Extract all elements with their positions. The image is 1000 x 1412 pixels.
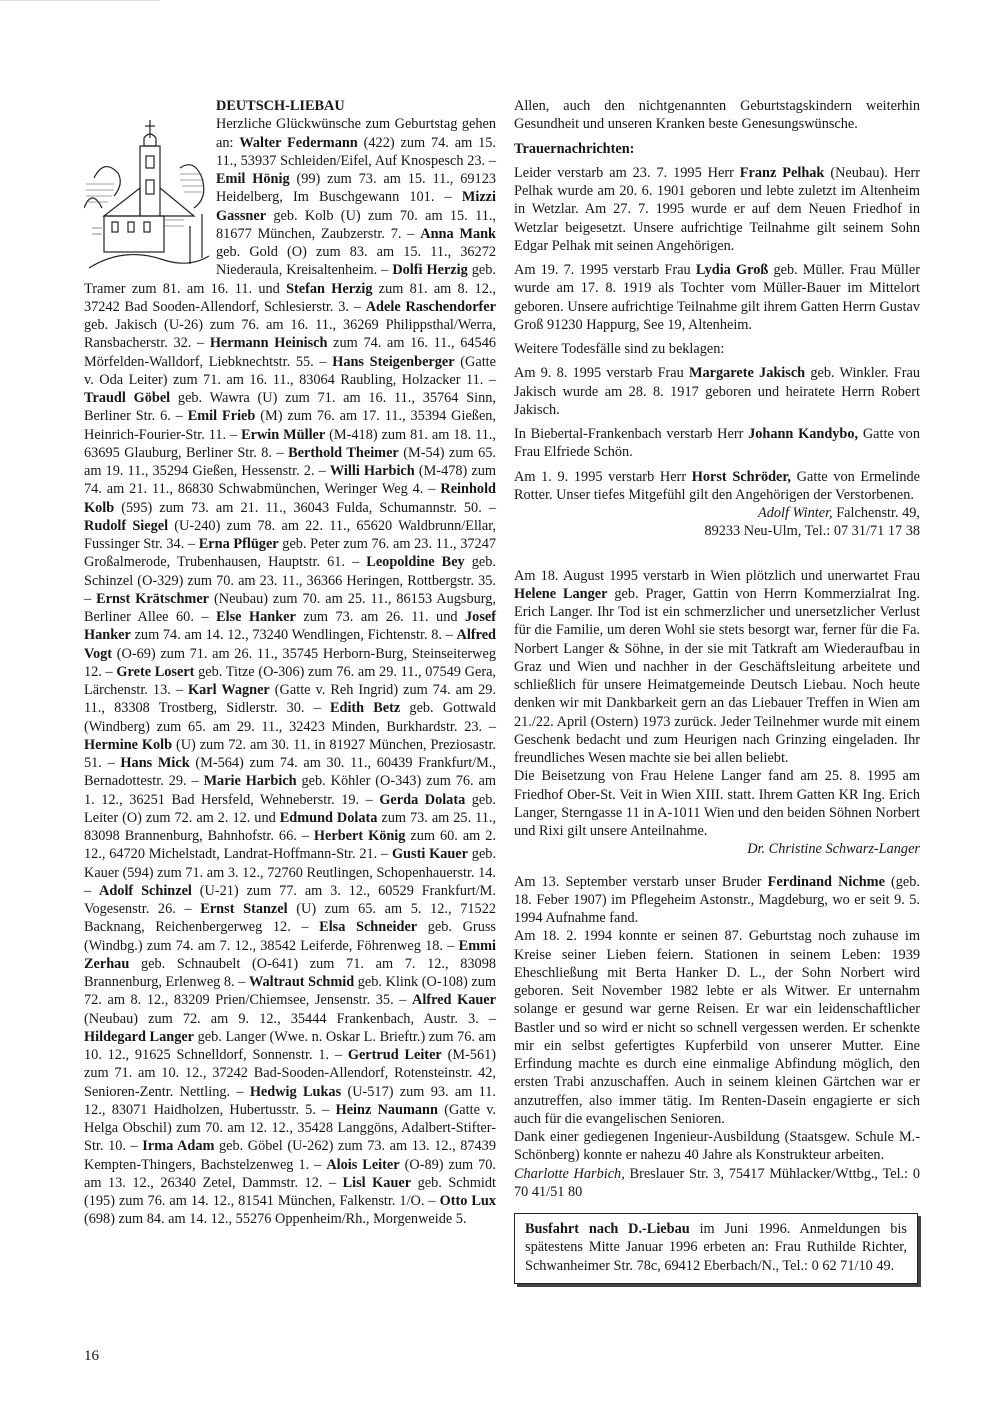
- person-name: Josef Hanker: [84, 609, 496, 644]
- text-segment: (M-478) zum 74. am 21. 11., 86830 Schwabmünchen, Weringer Weg 4. –: [84, 463, 496, 498]
- text-segment: geb. Langer (Wwe. n. Oskar L. Brieftr.) zum 76. am 10. 12., 91625 Schnelldorf, Sonnenstr. 1. –: [84, 1028, 496, 1063]
- person-name: Dolfi Herzig: [392, 262, 468, 279]
- person-name: Lisl Kauer: [342, 1174, 412, 1191]
- person-name: Margarete Jakisch: [689, 365, 806, 382]
- person-name: Hans Mick: [120, 755, 190, 771]
- person-name: Erna Pflüger: [198, 536, 279, 552]
- signature-schwarz-langer: Dr. Christine Schwarz-Langer: [747, 841, 920, 858]
- person-name: Grete Losert: [116, 663, 195, 680]
- wishes-paragraph: Allen, auch den nichtgenannten Geburtstagskindern weiterhin Gesundheit und unseren Kranken beste Genesungswünsche.: [514, 98, 920, 133]
- person-name: Edith Betz: [329, 700, 401, 717]
- person-name: Franz Pelhak: [739, 164, 825, 181]
- text-segment: geb. Wawra (U) zum 71. am 16. 11., 35764 Sinn, Berliner Str. 6. –: [84, 390, 496, 425]
- person-name: Berthold Theimer: [288, 444, 399, 461]
- text-segment: (U-517) zum 93. am 11. 12., 83071 Haidholzen, Hubertusstr. 5. –: [84, 1083, 496, 1118]
- text-segment: geb. Peter zum 76. am 23. 11., 37247 Großalmerode, Trubenhausen, Hauptstr. 61. –: [84, 536, 496, 571]
- paragraph: [514, 164, 920, 255]
- text-segment: zum 74. am 14. 12., 73240 Wendlingen, Fichtenstr. 8. –: [130, 627, 457, 644]
- text-segment: geb. Müller. Frau Müller wurde am 17. 8. 1919 als Tochter vom Müller-Bauer im Mittelort geboren. Unsere aufrichtige Teilnahme gilt ihrem Gatten Herrn Gustav Groß 91230 Happurg, See 19, Altenheim.: [514, 262, 920, 333]
- person-name: Ernst Krätschmer: [96, 590, 210, 607]
- person-name: Stefan Herzig: [286, 280, 373, 297]
- paragraph: [514, 567, 920, 768]
- person-name: Horst Schröder,: [691, 468, 792, 485]
- person-name: Ernst Stanzel: [200, 901, 288, 917]
- text-segment: Am 1. 9. 1995 verstarb Herr: [514, 468, 692, 485]
- person-name: Alois Leiter: [326, 1156, 400, 1173]
- text-segment: geb. Jakisch (U-26) zum 76. am 16. 11., 36269 Philippsthal/Werra, Ransbacherstr. 32. –: [84, 317, 496, 352]
- text-segment: Am 9. 8. 1995 verstarb Frau: [514, 365, 690, 382]
- text-segment: zum 60. am 2. 12., 64720 Michelstadt, Landrat-Hoffmann-Str. 21. –: [84, 828, 496, 863]
- text-segment: Am 19. 7. 1995 verstarb Frau: [514, 262, 696, 278]
- person-name: Helene Langer: [514, 585, 608, 602]
- scan-edge-line: [0, 0, 160, 1]
- person-name: Waltraut Schmid: [248, 974, 355, 990]
- person-name: Gerda Dolata: [379, 791, 466, 808]
- person-name: Irma Adam: [142, 1138, 215, 1155]
- text-segment: geb. Leiter (O) zum 72. am 2. 12. und: [84, 791, 496, 826]
- text-segment: (U) zum 72. am 30. 11. in 81927 München, Preziosastr. 51. –: [84, 736, 496, 771]
- paragraph: [514, 873, 920, 928]
- person-name: Hermine Kolb: [84, 736, 173, 753]
- text-segment: geb. Köhler (O-343) zum 76. am 1. 12., 36251 Bad Hersfeld, Wehneberstr. 19. –: [84, 773, 496, 808]
- person-name: Alfred Kauer: [412, 992, 496, 1009]
- text-segment: (M-564) zum 74. am 30. 11., 60439 Frankfurt/M., Bernadottestr. 29. –: [84, 755, 496, 790]
- paragraph: [514, 1128, 920, 1165]
- text-segment: geb. Gruss (Windbg.) zum 74. am 7. 12., 38542 Leiferde, Föhrenweg 18. –: [84, 919, 496, 954]
- birthday-list: [84, 115, 496, 1228]
- text-segment: Am 13. September verstarb unser Bruder: [514, 873, 768, 890]
- person-name: Anna Mank: [420, 225, 497, 242]
- page-number: 16: [84, 1348, 99, 1364]
- section-heading: DEUTSCH-LIEBAU: [216, 98, 345, 114]
- langer-obituary: [514, 567, 920, 841]
- person-name: Rudolf Siegel: [84, 517, 169, 534]
- person-name: Alfred Vogt: [84, 627, 496, 662]
- person-name: Else Hanker: [216, 609, 296, 625]
- signature-address: Breslauer Str. 3, 75417 Mühlacker/Wttbg., Tel.: 0 70 41/51 80: [514, 1165, 920, 1200]
- paragraph: [514, 767, 920, 840]
- text-segment: geb. Prager, Gattin von Herrn Kommerzialrat Ing. Erich Langer. Ihr Tod ist ein schmerzlicher und unersetzlicher Verlust für die Familie, um deren Wohl sie stets besorgt war, ferner für die Fa. Norbert Langer & Söhne, in der sie mit Tatkraft am Wiederaufbau in Graz und Wien und nachher in der Geschäftsleitung arbeitete und schließlich für unsere Heimatgemeinde Deutsch Liebau. Noch heute denken wir mit Dankbarkeit gern an das Liebauer Treffen in Wien am 21./22. April (Ostern) 1973 zurück. Jeder Teilnehmer wurde mit einem Geschenk bedacht und zum Heurigen nach Grinzing eingeladen. Ihr freundliches Wesen machte sie bei allen beliebt.: [514, 585, 920, 766]
- person-name: Gertrud Leiter: [347, 1047, 442, 1063]
- person-name: Hermann Heinisch: [209, 335, 328, 352]
- person-name: Elsa Schneider: [319, 919, 418, 936]
- text-segment: (O-89) zum 70. am 13. 12., 26340 Zetel, Dammstr. 12. –: [84, 1156, 496, 1191]
- nichme-obituary: [514, 873, 920, 1165]
- person-name: Leopoldine Bey: [366, 554, 465, 571]
- text-segment: (595) zum 73. am 21. 11., 36043 Fulda, Schumannstr. 50. –: [114, 499, 496, 516]
- text-segment: (U-240) zum 78. am 22. 11., 65620 Waldbrunn/Ellar, Fussinger Str. 34. –: [84, 517, 496, 552]
- person-name: Emil Hönig: [216, 171, 290, 187]
- text-segment: geb. Gottwald (Windberg) zum 65. am 29. 11., 32423 Minden, Burkhardstr. 23. –: [84, 700, 496, 735]
- person-name: Gusti Kauer: [391, 846, 469, 863]
- signature-harbich: [514, 1165, 920, 1202]
- text-segment: (M-54) zum 65. am 19. 11., 35294 Gießen, Hessenstr. 2. –: [84, 444, 496, 479]
- signature-city: 89233 Neu-Ulm, Tel.: 07 31/71 17 38: [704, 523, 920, 540]
- signature-winter: [514, 504, 920, 541]
- text-segment: (698) zum 84. am 14. 12., 55276 Oppenheim/Rh., Morgenweide 5.: [84, 1211, 467, 1228]
- text-segment: (Neubau) zum 72. am 9. 12., 35444 Frankenbach, Austr. 3. –: [84, 1010, 496, 1027]
- signature-name: Adolf Winter,: [757, 505, 833, 521]
- illustration-spacer: [84, 97, 216, 269]
- text-segment: Dank einer gediegenen Ingenieur-Ausbildung (Staatsgew. Schule M.-Schönberg) konnte er nahezu 40 Jahre als Konstrukteur arbeiten.: [514, 1129, 920, 1164]
- person-name: Erwin Müller: [241, 426, 326, 443]
- text-segment: zum 81. am 8. 12., 37242 Bad Sooden-Allendorf, Schlesierstr. 3. –: [84, 280, 496, 315]
- birthday-column: [84, 97, 496, 1229]
- person-name: Karl Wagner: [187, 682, 270, 698]
- person-name: Traudl Göbel: [84, 390, 171, 406]
- text-segment: (Neubau) zum 70. am 25. 11., 86153 Augsburg, Berliner Allee 60. –: [84, 590, 496, 625]
- condolence-column: [514, 97, 920, 1284]
- text-segment: (geb. 18. Feber 1907) im Pflegeheim Astonstr., Magdeburg, wo er seit 9. 5. 1994 Aufnahme fand.: [514, 873, 920, 926]
- text-segment: (Gatte v. Helga Obschil) zum 70. am 12. 12., 35428 Langgöns, Adalbert-Stifter-Str. 10. –: [84, 1101, 496, 1155]
- text-segment: (Gatte v. Oda Leiter) zum 71. am 16. 11., 83064 Raubling, Holzacker 11. –: [84, 353, 496, 388]
- text-segment: geb. Klink (O-108) zum 72. am 8. 12., 83209 Prien/Chiemsee, Jensenstr. 35. –: [84, 974, 496, 1009]
- text-segment: geb. Schinzel (O-329) zum 70. am 23. 11., 36366 Heringen, Rottbergstr. 35. –: [84, 554, 496, 607]
- paragraph: [514, 927, 920, 1128]
- person-name: Marie Harbich: [203, 773, 297, 790]
- text-segment: geb. Gold (O) zum 83. am 15. 11., 36272 Niederaula, Kreisaltenheim. –: [216, 244, 496, 279]
- text-segment: geb. Schmidt (195) zum 76. am 14. 12., 81541 München, Falkenstr. 1/O. –: [84, 1174, 497, 1209]
- person-name: Adolf Schinzel: [99, 882, 192, 899]
- person-name: Herbert König: [313, 828, 406, 844]
- paragraph: [514, 364, 920, 419]
- bus-trip-notice: [514, 1213, 918, 1284]
- greeting-intro: Herzliche Glückwünsche zum Geburtstag gehen an:: [216, 116, 496, 151]
- text-segment: geb. Titze (O-306) zum 76. am 29. 11., 07549 Gera, Lärchenstr. 13. –: [84, 663, 496, 698]
- text-segment: In Biebertal-Frankenbach verstarb Herr: [514, 426, 749, 442]
- person-name: Johann Kandybo,: [748, 426, 859, 442]
- text-segment: Am 18. 2. 1994 konnte er seinen 87. Geburtstag noch zuhause im Kreise seiner Lieben feiern. Stationen in seinem Leben: 1939 Eheschließung mit Berta Hanker D. L., der Sohn Norbert wird geboren. Seit November 1982 lebte er als Witwer. Er unternahm solange er gesund war gerne Reisen. Er war ein leidenschaftlicher Bastler und so wird er nicht so schnell vergessen werden. Er schenkte mir ein selbst gefertigtes Kupferbild von unserer Mutter. Eine Erfindung machte es durch eine einmalige Abfindung möglich, den ersten Trabi anzuschaffen. Auch in seinem kleinen Gärtchen war er anzutreffen, also immer tätig. Im Renten-Dasein engagierte er sich auch für die evangelischen Senioren.: [514, 928, 920, 1127]
- text-segment: zum 73. am 25. 11., 83098 Brannenburg, Bahnhofstr. 66. –: [84, 809, 497, 844]
- text-segment: Leider verstarb am 23. 7. 1995 Herr: [514, 164, 740, 181]
- paragraph: [514, 425, 920, 462]
- person-name: Hans Steigenberger: [332, 353, 455, 370]
- person-name: Busfahrt nach D.-Liebau: [525, 1221, 690, 1237]
- text-segment: (422) zum 74. am 15. 11., 53937 Schleiden/Eifel, Auf Knospesch 23. –: [216, 134, 496, 169]
- text-segment: im Juni 1996. Anmeldungen bis spätestens Mitte Januar 1996 erbeten an: Frau Ruthilde Richter, Schwanheimer Str. 78c, 69412 Eberbach/N., Tel.: 0 62 71/10 49.: [525, 1221, 907, 1274]
- person-name: Willi Harbich: [329, 463, 415, 479]
- person-name: Reinhold Kolb: [84, 481, 496, 516]
- person-name: Adele Raschendorfer: [365, 298, 496, 315]
- text-segment: zum 74. am 16. 11., 64546 Mörfelden-Walldorf, Liebknechtstr. 55. –: [84, 335, 496, 370]
- text-segment: Gatte von Frau Elfriede Schön.: [514, 426, 920, 461]
- text-segment: Weitere Todesfälle sind zu beklagen:: [514, 341, 725, 357]
- text-segment: Die Beisetzung von Frau Helene Langer fand am 25. 8. 1995 am Friedhof Ober-St. Veit in Wien XIII. statt. Ihrem Gatten KR Ing. Erich Langer, Sterngasse 11 in A-1011 Wien und den beiden Söhnen Norbert und Rixi gilt unsere Anteilnahme.: [514, 768, 920, 839]
- text-segment: geb. Schnaubelt (O-641) zum 71. am 7. 12., 83098 Brannenburg, Erlenweg 8. –: [84, 955, 496, 990]
- text-segment: geb. Tramer zum 81. am 16. 11. und: [84, 262, 496, 297]
- text-segment: geb. Kolb (U) zum 70. am 15. 11., 81677 München, Zaubzerstr. 7. –: [216, 207, 496, 242]
- person-name: Hildegard Langer: [84, 1028, 195, 1045]
- text-segment: geb. Kauer (594) zum 71. am 3. 12., 72760 Reutlingen, Schopenhauerstr. 14. –: [84, 846, 497, 899]
- text-segment: (Gatte v. Reh Ingrid) zum 74. am 29. 11., 83308 Trostberg, Sidlerstr. 30. –: [84, 682, 496, 717]
- text-segment: zum 73. am 26. 11. und: [295, 609, 466, 625]
- text-segment: (M-418) zum 81. am 18. 11., 63695 Glauburg, Berliner Str. 8. –: [84, 426, 496, 461]
- person-name: Walter Federmann: [239, 134, 358, 151]
- person-name: Edmund Dolata: [279, 809, 378, 826]
- paragraph: [514, 340, 920, 358]
- text-segment: (U-21) zum 77. am 3. 12., 60529 Frankfurt/M. Vogesenstr. 26. –: [84, 882, 496, 917]
- person-name: Heinz Naumann: [335, 1101, 438, 1118]
- signature-name: Charlotte Harbich,: [514, 1165, 625, 1182]
- person-name: Hedwig Lukas: [249, 1083, 342, 1100]
- text-segment: (Neubau). Herr Pelhak wurde am 20. 6. 1901 geboren und lebte zuletzt im Altenheim in Wetzlar. Am 27. 7. 1995 wurde er auf dem Neuen Friedhof in Wetzlar beigesetzt. Unsere aufrichtige Teilnahme gilt seinem Sohn Edgar Pelhak mit seinen Angehörigen.: [514, 164, 921, 254]
- person-name: Mizzi Gassner: [216, 189, 496, 224]
- paragraph: [514, 468, 920, 505]
- text-segment: (U) zum 65. am 5. 12., 71522 Backnang, Reichenbergerweg 12. –: [84, 901, 496, 936]
- text-segment: (99) zum 73. am 15. 11., 69123 Heidelberg, Im Buschgewann 101. –: [216, 171, 496, 206]
- text-segment: (M-561) zum 71. am 10. 12., 37242 Bad-Sooden-Allendorf, Rotensteinstr. 42, Senioren-Zentr. Nettling. –: [84, 1047, 497, 1100]
- paragraph: [514, 261, 920, 334]
- person-name: Lydia Groß: [695, 262, 769, 278]
- text-segment: geb. Winkler. Frau Jakisch wurde am 28. 8. 1917 geboren und heiratete Herrn Robert Jakisch.: [514, 365, 920, 418]
- signature-address: Falchenstr. 49,: [832, 505, 920, 521]
- obituaries-heading: Trauernachrichten:: [514, 140, 635, 157]
- text-segment: (O-69) zum 71. am 26. 11., 35745 Herborn-Burg, Steinseiterweg 12. –: [84, 645, 496, 680]
- person-name: Emil Frieb: [187, 408, 256, 425]
- text-segment: geb. Göbel (U-262) zum 73. am 13. 12., 87439 Kempten-Thingers, Bachstelzenweg 1. –: [84, 1138, 496, 1173]
- text-segment: (M) zum 76. am 17. 11., 35394 Gießen, Heinrich-Fourier-Str. 11. –: [84, 408, 497, 443]
- person-name: Otto Lux: [439, 1193, 496, 1209]
- text-segment: Am 18. August 1995 verstarb in Wien plötzlich und unerwartet Frau: [514, 567, 920, 584]
- obituary-list: [514, 164, 920, 504]
- person-name: Ferdinand Nichme: [767, 873, 885, 890]
- text-segment: Gatte von Ermelinde Rotter. Unser tiefes Mitgefühl gilt den Angehörigen der Verstorbenen.: [514, 468, 920, 503]
- person-name: Emmi Zerhau: [84, 937, 496, 972]
